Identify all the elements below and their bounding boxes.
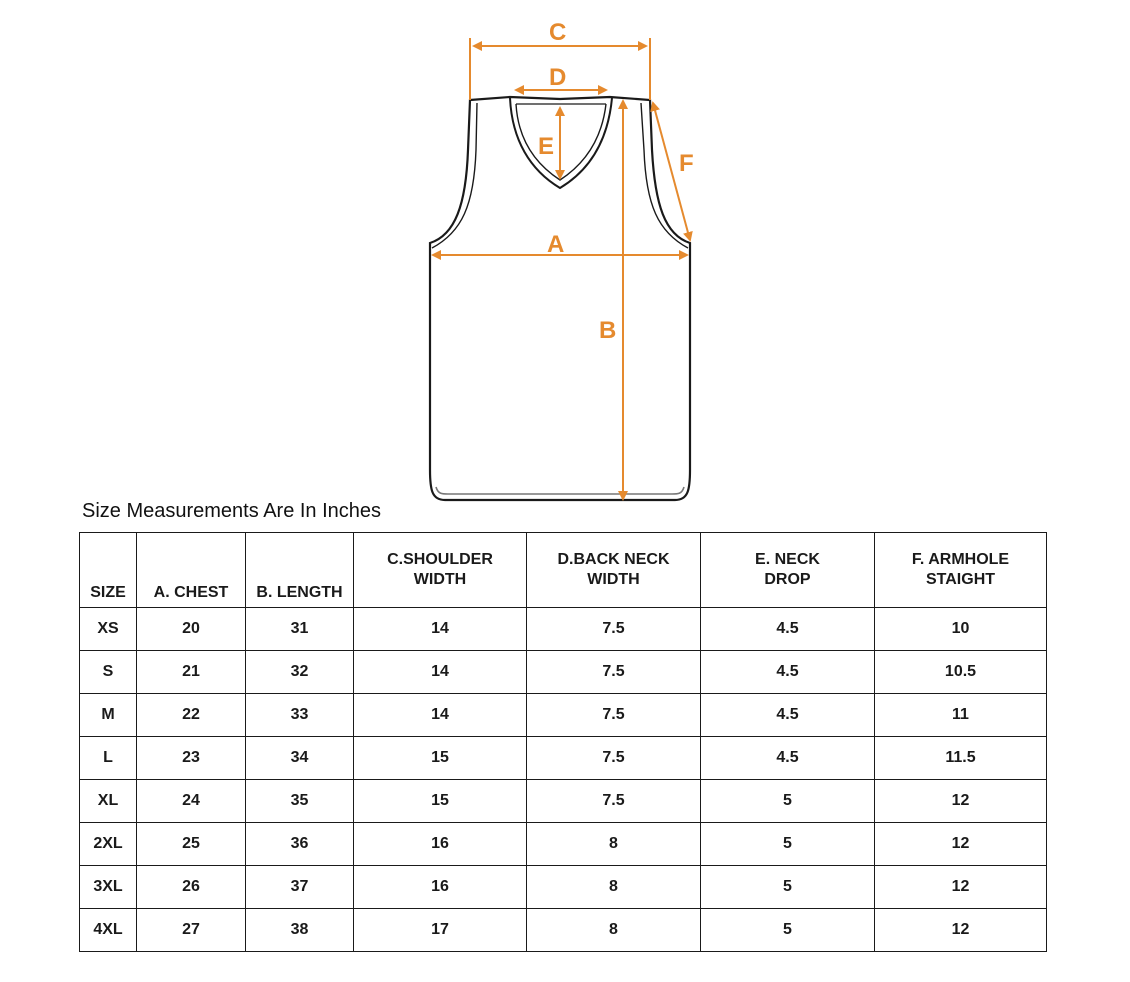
label-e: E xyxy=(538,133,555,160)
cell-back-neck: 8 xyxy=(527,823,701,866)
cell-chest: 21 xyxy=(137,651,246,694)
cell-chest: 26 xyxy=(137,866,246,909)
cell-length: 37 xyxy=(246,866,354,909)
cell-neck-drop: 5 xyxy=(701,866,875,909)
table-header-row xyxy=(80,533,1047,608)
cell-size: 2XL xyxy=(80,823,137,866)
cell-size: XL xyxy=(80,780,137,823)
cell-neck-drop: 4.5 xyxy=(701,651,875,694)
cell-length: 38 xyxy=(246,909,354,952)
cell-neck-drop: 5 xyxy=(701,823,875,866)
cell-chest: 22 xyxy=(137,694,246,737)
cell-back-neck: 7.5 xyxy=(527,737,701,780)
cell-length: 35 xyxy=(246,780,354,823)
cell-neck-drop: 4.5 xyxy=(701,608,875,651)
cell-length: 32 xyxy=(246,651,354,694)
cell-armhole: 10.5 xyxy=(875,651,1047,694)
cell-chest: 27 xyxy=(137,909,246,952)
cell-back-neck: 7.5 xyxy=(527,780,701,823)
label-f: F xyxy=(679,150,694,177)
label-b: B xyxy=(599,317,617,344)
header-shoulder-width: C.SHOULDER WIDTH xyxy=(354,533,527,608)
header-length: B. LENGTH xyxy=(246,533,354,608)
header-neck-drop: E. NECK DROP xyxy=(701,533,875,608)
cell-back-neck: 7.5 xyxy=(527,608,701,651)
cell-neck-drop: 4.5 xyxy=(701,737,875,780)
cell-shoulder: 14 xyxy=(354,651,527,694)
table-row xyxy=(80,608,1047,651)
cell-neck-drop: 5 xyxy=(701,909,875,952)
cell-back-neck: 7.5 xyxy=(527,694,701,737)
cell-size: 4XL xyxy=(80,909,137,952)
header-size: SIZE xyxy=(80,533,137,608)
cell-shoulder: 15 xyxy=(354,780,527,823)
cell-size: S xyxy=(80,651,137,694)
header-armhole-straight: F. ARMHOLE STAIGHT xyxy=(875,533,1047,608)
cell-back-neck: 8 xyxy=(527,909,701,952)
units-caption: Size Measurements Are In Inches xyxy=(82,500,382,522)
header-back-neck-width: D.BACK NECK WIDTH xyxy=(527,533,701,608)
cell-length: 31 xyxy=(246,608,354,651)
cell-armhole: 11.5 xyxy=(875,737,1047,780)
cell-size: L xyxy=(80,737,137,780)
cell-back-neck: 7.5 xyxy=(527,651,701,694)
cell-chest: 25 xyxy=(137,823,246,866)
cell-length: 33 xyxy=(246,694,354,737)
table-row xyxy=(80,866,1047,909)
cell-size: XS xyxy=(80,608,137,651)
label-a: A xyxy=(547,231,565,258)
cell-shoulder: 16 xyxy=(354,866,527,909)
table-row xyxy=(80,737,1047,780)
cell-shoulder: 14 xyxy=(354,694,527,737)
cell-neck-drop: 5 xyxy=(701,780,875,823)
measurement-lines xyxy=(433,38,690,499)
table-row xyxy=(80,651,1047,694)
cell-shoulder: 17 xyxy=(354,909,527,952)
cell-chest: 20 xyxy=(137,608,246,651)
cell-shoulder: 15 xyxy=(354,737,527,780)
label-d: D xyxy=(549,64,567,91)
cell-shoulder: 14 xyxy=(354,608,527,651)
cell-armhole: 10 xyxy=(875,608,1047,651)
cell-size: 3XL xyxy=(80,866,137,909)
table-row xyxy=(80,909,1047,952)
cell-armhole: 12 xyxy=(875,909,1047,952)
label-c: C xyxy=(549,19,567,46)
cell-chest: 23 xyxy=(137,737,246,780)
cell-shoulder: 16 xyxy=(354,823,527,866)
cell-length: 34 xyxy=(246,737,354,780)
cell-armhole: 11 xyxy=(875,694,1047,737)
cell-armhole: 12 xyxy=(875,780,1047,823)
cell-length: 36 xyxy=(246,823,354,866)
cell-armhole: 12 xyxy=(875,823,1047,866)
table-row xyxy=(80,694,1047,737)
table-row xyxy=(80,780,1047,823)
cell-back-neck: 8 xyxy=(527,866,701,909)
size-chart-table xyxy=(79,532,1047,952)
table-row xyxy=(80,823,1047,866)
cell-size: M xyxy=(80,694,137,737)
header-chest: A. CHEST xyxy=(137,533,246,608)
cell-chest: 24 xyxy=(137,780,246,823)
cell-neck-drop: 4.5 xyxy=(701,694,875,737)
cell-armhole: 12 xyxy=(875,866,1047,909)
